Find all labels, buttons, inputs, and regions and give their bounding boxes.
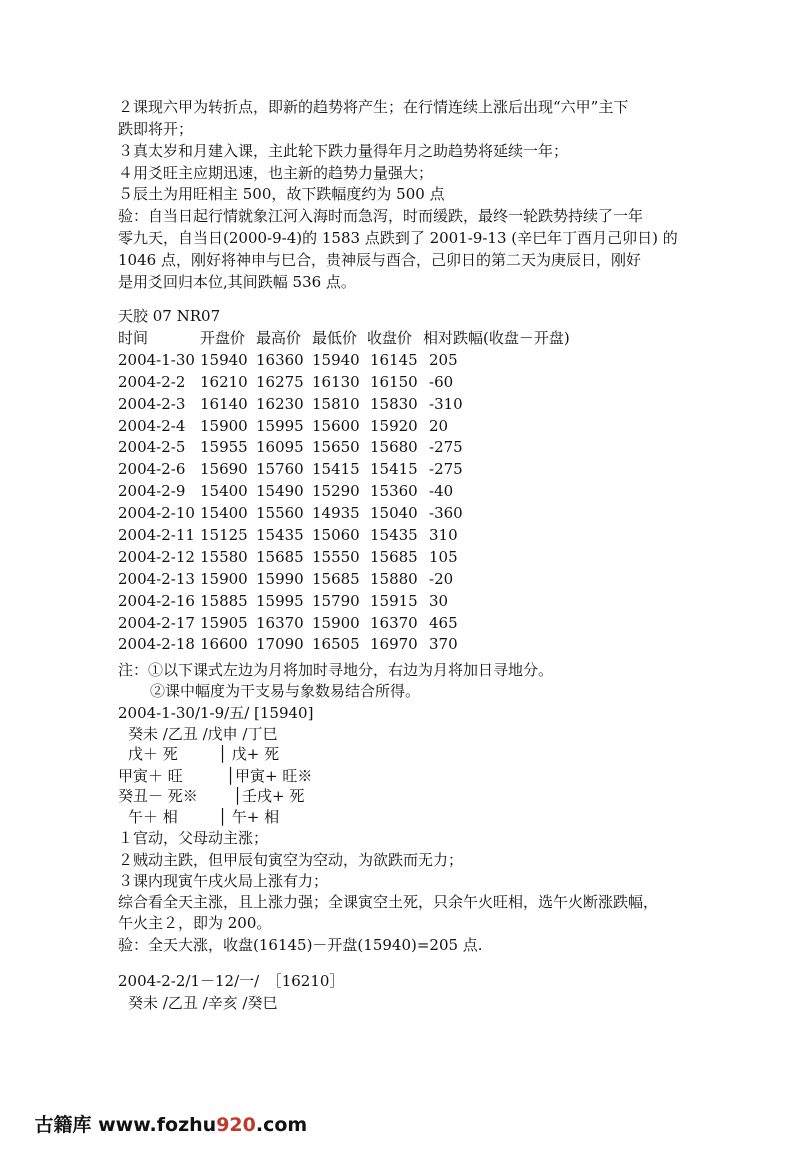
table-cell: 15685 xyxy=(312,569,360,588)
table-cell: 15685 xyxy=(370,547,418,566)
table-cell: 16140 xyxy=(200,394,248,413)
table-cell: -275 xyxy=(429,460,463,479)
paragraph-line: 1046 点，刚好将神申与巳合，贵神辰与酉合，己卯日的第二天为庚辰日，刚好 xyxy=(118,251,641,269)
table-cell: 15685 xyxy=(256,547,304,566)
site-footer xyxy=(8,1088,307,1159)
table-cell: 15810 xyxy=(312,394,360,413)
table-cell: 15415 xyxy=(312,460,360,479)
table-cell: 15760 xyxy=(256,460,304,479)
table-cell: 2004-2-10 xyxy=(118,504,195,523)
site-url-number: 920 xyxy=(216,1114,256,1136)
lesson-left-cell: 癸丑－ 死※ xyxy=(118,787,198,805)
table-cell: 16150 xyxy=(370,372,418,391)
table-cell: 2004-2-2 xyxy=(118,372,186,391)
table-cell: 310 xyxy=(429,526,458,545)
table-cell: 2004-2-13 xyxy=(118,569,195,588)
table-cell: 15690 xyxy=(200,460,248,479)
table-cell: -20 xyxy=(429,569,454,588)
table-cell: 15990 xyxy=(256,569,304,588)
lesson-right-cell: │ 午+ 相 xyxy=(218,808,280,826)
table-cell: 2004-2-5 xyxy=(118,438,186,457)
table-cell: 16130 xyxy=(312,372,360,391)
table-cell: 15360 xyxy=(370,482,418,501)
lesson-summary: 午火主２，即为 200。 xyxy=(118,914,272,932)
table-cell: -360 xyxy=(429,504,463,523)
table-cell: 15680 xyxy=(370,438,418,457)
table-cell: 15290 xyxy=(312,482,360,501)
lesson-left-cell: 午＋ 相 xyxy=(128,808,178,826)
table-cell: 16145 xyxy=(370,350,418,369)
lesson-summary: 综合看全天主涨，且上涨力强；全课寅空土死，只余午火旺相，选午火断涨跌幅， xyxy=(118,893,659,911)
table-cell: 16370 xyxy=(370,613,418,632)
table-cell: 15400 xyxy=(200,504,248,523)
table-cell: 465 xyxy=(429,613,458,632)
table-cell: 16970 xyxy=(370,635,418,654)
table-cell: 15940 xyxy=(312,350,360,369)
table-cell: 16360 xyxy=(256,350,304,369)
table-cell: 16275 xyxy=(256,372,304,391)
table-cell: 15550 xyxy=(312,547,360,566)
table-cell: 15490 xyxy=(256,482,304,501)
table-cell: -275 xyxy=(429,438,463,457)
table-cell: -60 xyxy=(429,372,454,391)
lesson-right-cell: │甲寅+ 旺※ xyxy=(226,767,313,785)
table-cell: 2004-2-11 xyxy=(118,526,195,545)
lesson-point: ３课内现寅午戌火局上涨有力； xyxy=(118,872,329,890)
table-cell: 205 xyxy=(429,350,458,369)
table-cell: 15915 xyxy=(370,591,418,610)
note-line: ②课中幅度为干支易与象数易结合所得。 xyxy=(150,682,421,700)
paragraph-line: 是用爻回归本位,其间跌幅 536 点。 xyxy=(118,273,356,291)
table-cell: 16095 xyxy=(256,438,304,457)
column-header: 开盘价 xyxy=(200,329,246,347)
lesson-right-cell: │壬戌+ 死 xyxy=(233,787,305,805)
note-line: 注：①以下课式左边为月将加时寻地分，右边为月将加日寻地分。 xyxy=(118,661,554,679)
lesson-left-cell: 戊＋ 死 xyxy=(128,745,178,763)
table-cell: 15885 xyxy=(200,591,248,610)
paragraph-line: ４用爻旺主应期迅速，也主新的趋势力量强大； xyxy=(118,164,434,182)
table-cell: 370 xyxy=(429,635,458,654)
table-cell: 15400 xyxy=(200,482,248,501)
lesson-right-cell: │ 戊+ 死 xyxy=(218,745,280,763)
table-cell: 15580 xyxy=(200,547,248,566)
lesson-point: ２贼动主跌，但甲辰旬寅空为空动，为欲跌而无力； xyxy=(118,851,464,869)
table-cell: 15900 xyxy=(312,613,360,632)
paragraph-line: ５辰土为用旺相主 500，故下跌幅度约为 500 点 xyxy=(118,185,445,203)
table-cell: 15600 xyxy=(312,416,360,435)
table-cell: -40 xyxy=(429,482,454,501)
table-cell: 15900 xyxy=(200,569,248,588)
paragraph-line: 验：自当日起行情就象江河入海时而急泻，时而缓跌，最终一轮跌势持续了一年 xyxy=(118,207,644,225)
site-url-suffix: .com xyxy=(255,1114,308,1136)
table-cell: 2004-1-30 xyxy=(118,350,195,369)
table-cell: 15830 xyxy=(370,394,418,413)
table-cell: 30 xyxy=(429,591,449,610)
table-cell: 15415 xyxy=(370,460,418,479)
table-cell: 105 xyxy=(429,547,458,566)
table-cell: 2004-2-12 xyxy=(118,547,195,566)
column-header: 最低价 xyxy=(312,329,358,347)
table-cell: 15040 xyxy=(370,504,418,523)
lesson-header: 2004-1-30/1-9/五/ [15940] xyxy=(118,704,314,722)
table-cell: 2004-2-9 xyxy=(118,482,186,501)
table-cell: 16600 xyxy=(200,635,248,654)
table-cell: 15650 xyxy=(312,438,360,457)
site-name: 古籍库 xyxy=(34,1114,92,1136)
lesson-point: １官动，父母动主涨； xyxy=(118,829,269,847)
table-cell: 15900 xyxy=(200,416,248,435)
column-header: 相对跌幅(收盘－开盘) xyxy=(423,329,570,347)
table-cell: 17090 xyxy=(256,635,304,654)
table-cell: 15560 xyxy=(256,504,304,523)
table-cell: 2004-2-4 xyxy=(118,416,186,435)
table-cell: 16505 xyxy=(312,635,360,654)
table-title: 天胶 07 NR07 xyxy=(118,307,221,325)
table-cell: 15435 xyxy=(370,526,418,545)
table-cell: 15920 xyxy=(370,416,418,435)
table-cell: 15790 xyxy=(312,591,360,610)
column-header: 最高价 xyxy=(256,329,302,347)
site-url-prefix: www.fozhu xyxy=(91,1114,217,1136)
column-header: 收盘价 xyxy=(367,329,413,347)
table-cell: 2004-2-3 xyxy=(118,394,186,413)
table-cell: 14935 xyxy=(312,504,360,523)
table-cell: 16230 xyxy=(256,394,304,413)
table-cell: 2004-2-17 xyxy=(118,613,195,632)
table-cell: 15125 xyxy=(200,526,248,545)
table-cell: 15060 xyxy=(312,526,360,545)
paragraph-line: ３真太岁和月建入课，主此轮下跌力量得年月之助趋势将延续一年； xyxy=(118,142,569,160)
paragraph-line: 零九天，自当日(2000-9-4)的 1583 点跌到了 2001-9-13 (辛巳年丁酉月己卯日) 的 xyxy=(118,229,678,247)
table-cell: 15955 xyxy=(200,438,248,457)
lesson-header: 2004-2-2/1－12/一/ ［16210］ xyxy=(118,972,345,990)
lesson-stems: 癸未 /乙丑 /辛亥 /癸巳 xyxy=(128,994,278,1012)
table-cell: 15995 xyxy=(256,591,304,610)
table-cell: 15995 xyxy=(256,416,304,435)
table-cell: 15905 xyxy=(200,613,248,632)
table-cell: 16370 xyxy=(256,613,304,632)
paragraph-line: 跌即将开； xyxy=(118,120,194,138)
table-cell: 15435 xyxy=(256,526,304,545)
table-cell: -310 xyxy=(429,394,463,413)
table-cell: 15880 xyxy=(370,569,418,588)
table-cell: 2004-2-6 xyxy=(118,460,186,479)
lesson-stems: 癸未 /乙丑 /戊申 /丁巳 xyxy=(128,725,278,743)
table-cell: 16210 xyxy=(200,372,248,391)
paragraph-line: ２课现六甲为转折点，即新的趋势将产生；在行情连续上涨后出现“六甲”主下 xyxy=(118,98,629,116)
table-cell: 2004-2-18 xyxy=(118,635,195,654)
table-cell: 15940 xyxy=(200,350,248,369)
column-header: 时间 xyxy=(118,329,149,347)
lesson-left-cell: 甲寅＋ 旺 xyxy=(118,767,183,785)
table-cell: 2004-2-16 xyxy=(118,591,195,610)
table-cell: 20 xyxy=(429,416,449,435)
lesson-verify: 验：全天大涨，收盘(16145)－开盘(15940)=205 点. xyxy=(118,936,483,954)
